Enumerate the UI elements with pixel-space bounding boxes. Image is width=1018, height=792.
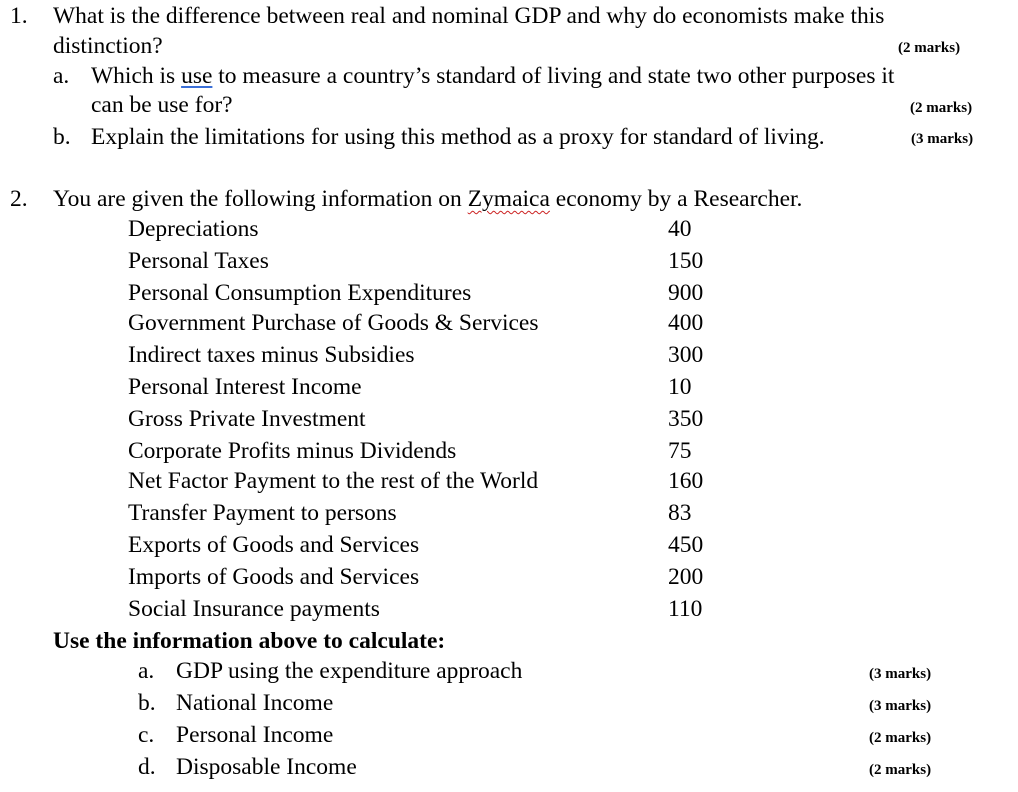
list-item-value: 10 bbox=[668, 374, 692, 400]
q2-country-name: Zymaica bbox=[467, 186, 550, 212]
q1b-marks: (3 marks) bbox=[911, 131, 974, 147]
part-marks: (3 marks) bbox=[869, 698, 932, 714]
part-marks: (2 marks) bbox=[869, 762, 932, 778]
part-text: National Income bbox=[176, 690, 334, 716]
part-label: d. bbox=[138, 754, 156, 780]
part-text: GDP using the expenditure approach bbox=[176, 658, 523, 684]
q1b-label: b. bbox=[53, 124, 71, 150]
q2-intro-post: economy by a Researcher. bbox=[549, 186, 803, 212]
q1a-text-use: use bbox=[181, 63, 213, 89]
q1a-text-line1 bbox=[91, 65, 894, 89]
list-item-label: Imports of Goods and Services bbox=[128, 564, 420, 590]
part-marks: (3 marks) bbox=[869, 666, 932, 682]
q1a-text-pre: Which is bbox=[91, 63, 182, 89]
list-item-label: Government Purchase of Goods & Services bbox=[128, 310, 539, 336]
q1-number: 1. bbox=[10, 3, 28, 29]
q1b-text: Explain the limitations for using this method as a proxy for standard of living. bbox=[91, 124, 825, 150]
list-item-label: Corporate Profits minus Dividends bbox=[128, 438, 457, 464]
part-label: a. bbox=[138, 658, 155, 684]
q1-text-line1: What is the difference between real and nominal GDP and why do economists make this bbox=[53, 3, 885, 29]
list-item-value: 40 bbox=[668, 216, 692, 242]
list-item-value: 300 bbox=[668, 342, 704, 368]
q2-intro-pre: You are given the following information on bbox=[53, 186, 468, 212]
list-item-label: Indirect taxes minus Subsidies bbox=[128, 342, 415, 368]
part-text: Personal Income bbox=[176, 722, 334, 748]
list-item-label: Personal Consumption Expenditures bbox=[128, 280, 472, 306]
list-item-label: Gross Private Investment bbox=[128, 406, 366, 432]
part-marks: (2 marks) bbox=[869, 730, 932, 746]
list-item-label: Exports of Goods and Services bbox=[128, 532, 420, 558]
list-item-value: 110 bbox=[668, 596, 703, 622]
part-text: Disposable Income bbox=[176, 754, 357, 780]
list-item-value: 400 bbox=[668, 310, 704, 336]
list-item-label: Transfer Payment to persons bbox=[128, 500, 397, 526]
q1a-label: a. bbox=[53, 63, 70, 89]
list-item-value: 350 bbox=[668, 406, 704, 432]
list-item-label: Net Factor Payment to the rest of the World bbox=[128, 468, 539, 494]
list-item-value: 200 bbox=[668, 564, 704, 590]
q1-marks: (2 marks) bbox=[898, 40, 961, 56]
q2-intro bbox=[53, 188, 802, 212]
list-item-value: 160 bbox=[668, 468, 704, 494]
list-item-value: 75 bbox=[668, 438, 692, 464]
list-item-value: 450 bbox=[668, 532, 704, 558]
q1a-marks: (2 marks) bbox=[910, 100, 973, 116]
q1a-text-line2: can be use for? bbox=[91, 92, 233, 118]
q1-text-line2: distinction? bbox=[53, 33, 163, 59]
part-label: b. bbox=[138, 690, 156, 716]
list-item-value: 83 bbox=[668, 500, 692, 526]
list-item-label: Personal Interest Income bbox=[128, 374, 362, 400]
list-item-label: Personal Taxes bbox=[128, 248, 269, 274]
q2-number: 2. bbox=[10, 186, 28, 212]
list-item-value: 900 bbox=[668, 280, 704, 306]
list-item-label: Depreciations bbox=[128, 216, 259, 242]
q1a-text-post: to measure a country’s standard of living and state two other purposes it bbox=[212, 63, 895, 89]
list-item-label: Social Insurance payments bbox=[128, 596, 380, 622]
list-item-value: 150 bbox=[668, 248, 704, 274]
calc-heading: Use the information above to calculate: bbox=[53, 628, 446, 654]
part-label: c. bbox=[138, 722, 155, 748]
